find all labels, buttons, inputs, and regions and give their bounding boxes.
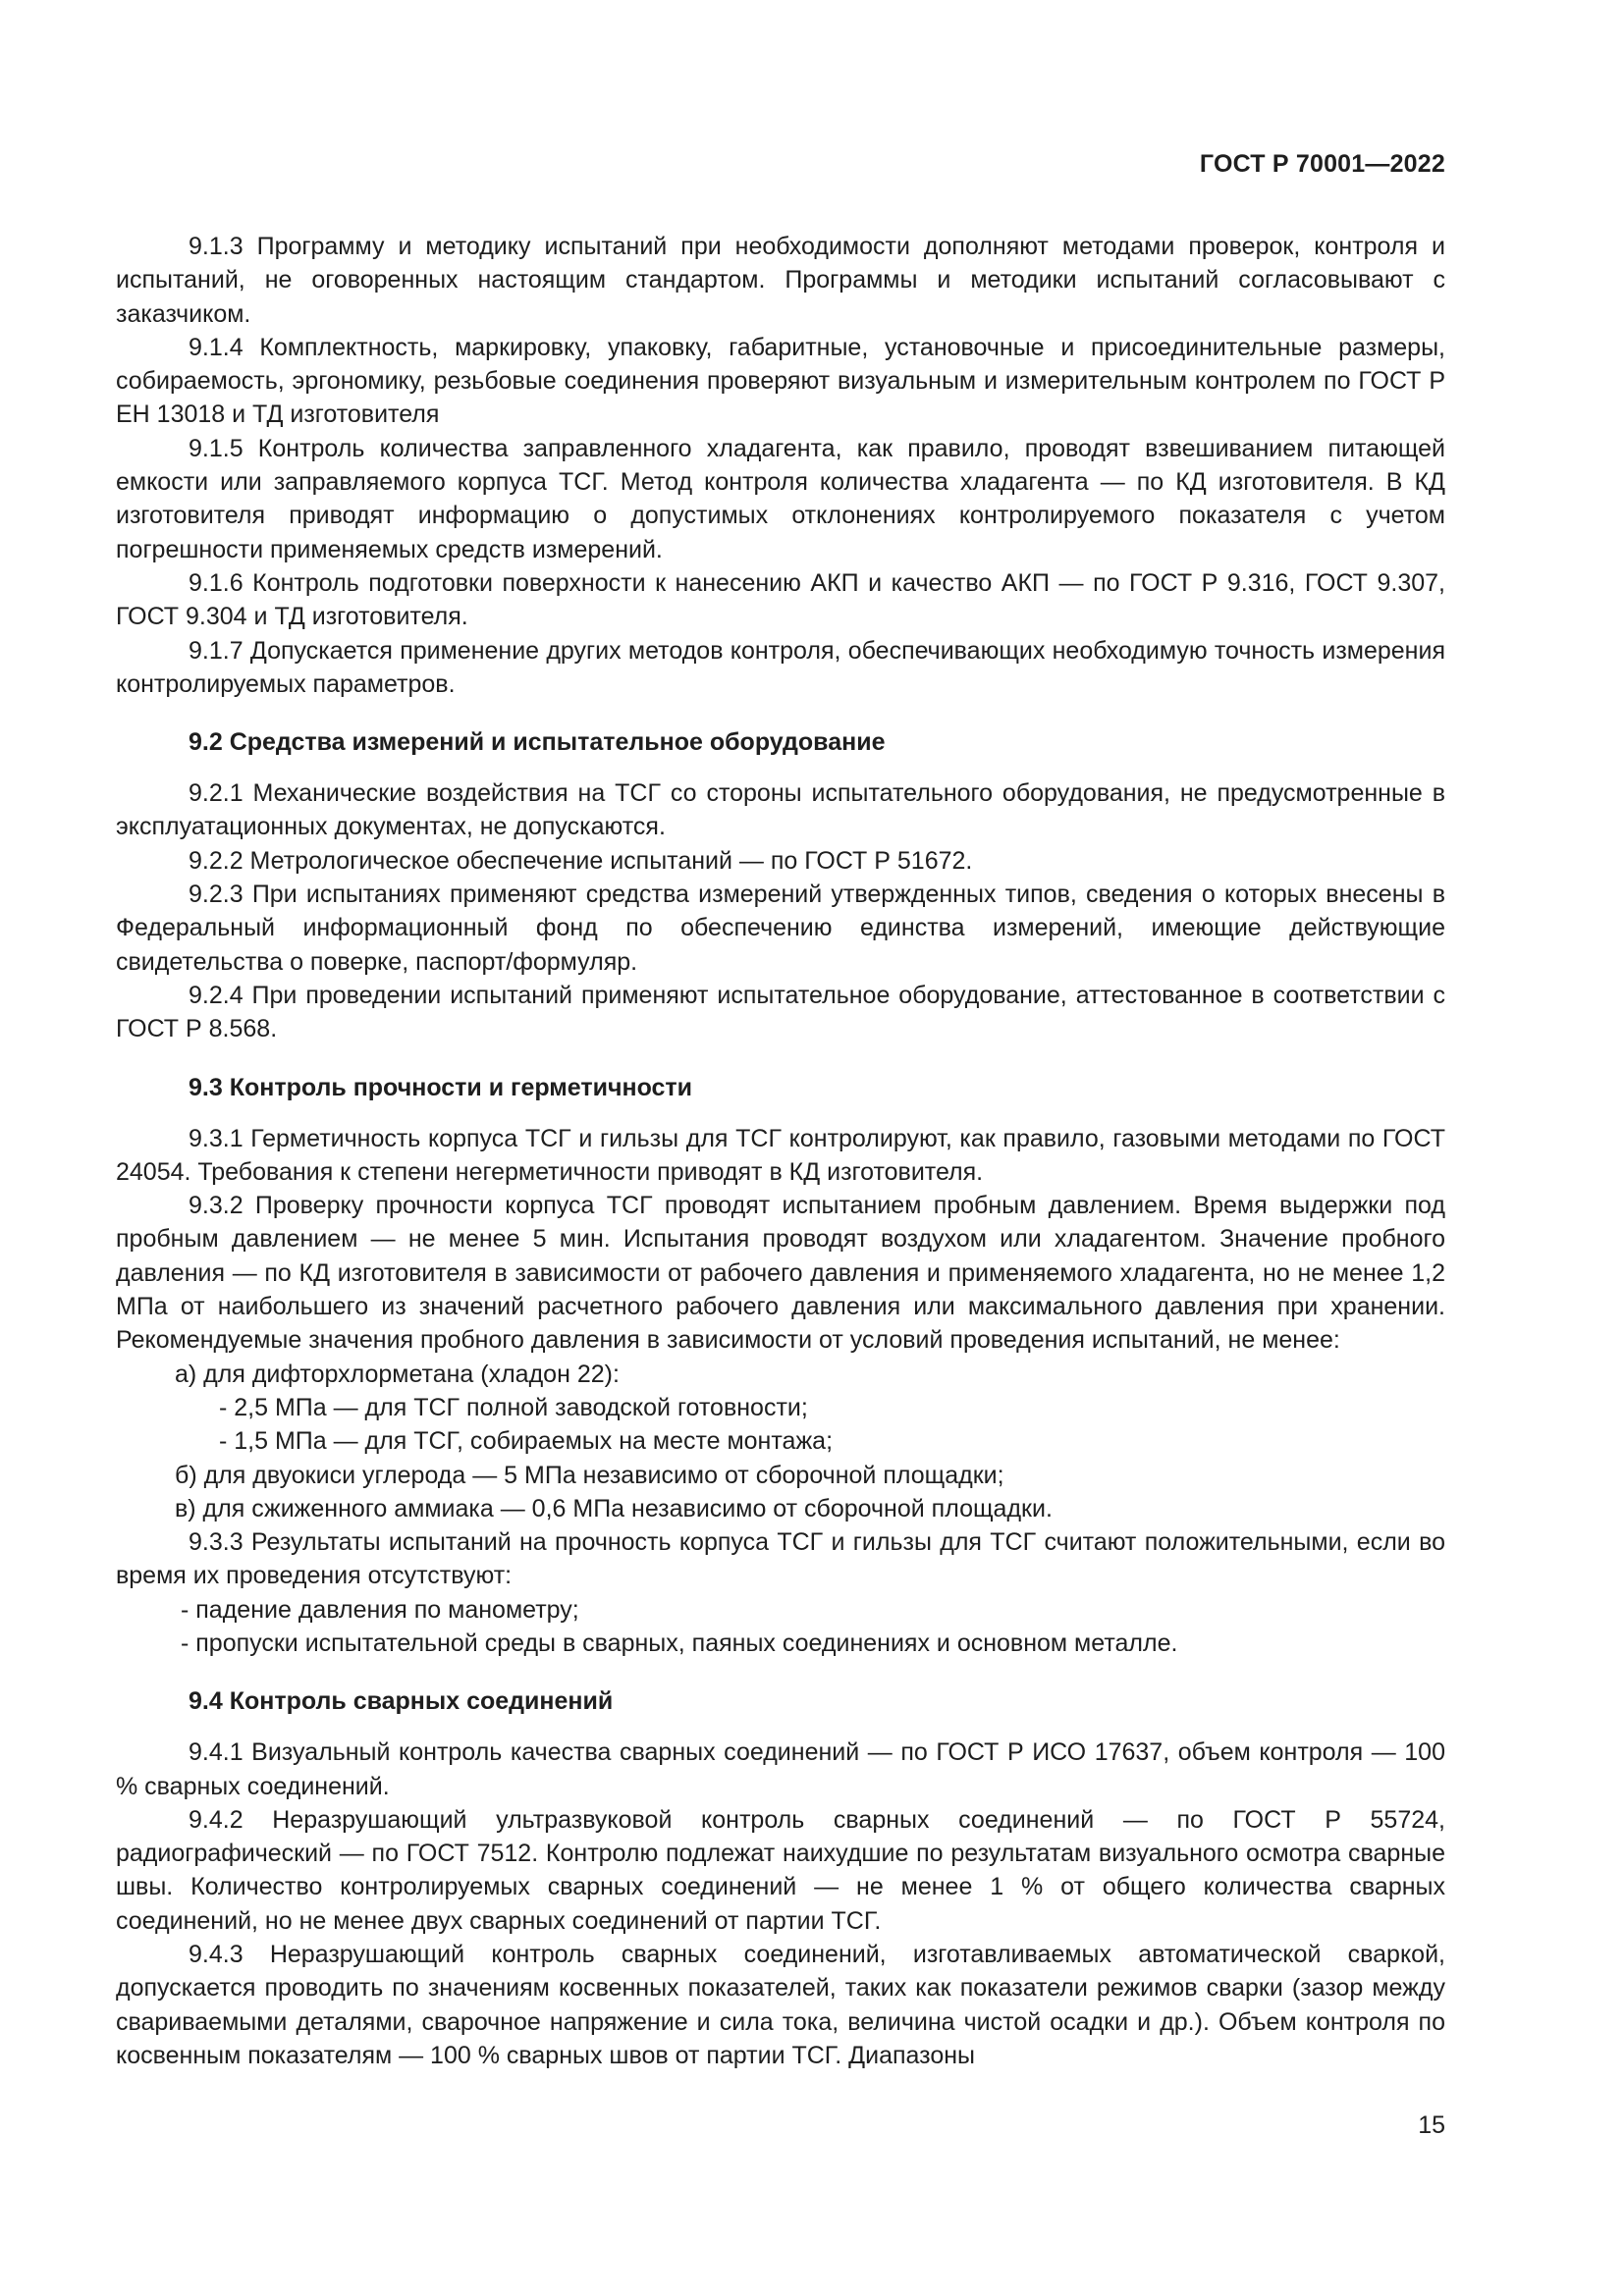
- paragraph-9-3-2: 9.3.2 Проверку прочности корпуса ТСГ проводят испытанием пробным давлением. Время выдержки под пробным давлением — не менее 5 мин. Испытания проводят воздухом или хладагентом. Значение пробного давления — по КД изготовителя в зависимости от рабочего давления и применяемого хладагента, но не менее 1,2 МПа от наибольшего из значений расчетного рабочего давления или максимального давления при хранении. Рекомендуемые значения пробного давления в зависимости от условий проведения испытаний, не менее:: [116, 1192, 1445, 1355]
- paragraph-9-2-1: 9.2.1 Механические воздействия на ТСГ со стороны испытательного оборудования, не предусмотренные в эксплуатационных документах, не допускаются.: [116, 779, 1445, 841]
- paragraph-9-1-6: 9.1.6 Контроль подготовки поверхности к нанесению АКП и качество АКП — по ГОСТ Р 9.316, ГОСТ 9.307, ГОСТ 9.304 и ТД изготовителя.: [116, 568, 1445, 631]
- list-item-c: в) для сжиженного аммиака — 0,6 МПа независимо от сборочной площадки.: [175, 1494, 1053, 1522]
- paragraph-9-2-2: 9.2.2 Метрологическое обеспечение испытаний — по ГОСТ Р 51672.: [189, 846, 973, 875]
- document-page: [116, 0, 1445, 2296]
- paragraph-9-1-4: 9.1.4 Комплектность, маркировку, упаковку, габаритные, установочные и присоединительные размеры, собираемость, эргономику, резьбовые соединения проверяют визуальным и измерительным контролем по ГОСТ Р ЕН 13018 и ТД изготовителя: [116, 333, 1445, 429]
- paragraph-9-4-2: 9.4.2 Неразрушающий ультразвуковой контроль сварных соединений — по ГОСТ Р 55724, радиографический — по ГОСТ 7512. Контролю подлежат наихудшие по результатам визуального осмотра сварные швы. Количество контролируемых сварных соединений — не менее 1 % от общего количества сварных соединений, но не менее двух сварных соединений от партии ТСГ.: [116, 1805, 1445, 1935]
- list-item-pressure-drop: - падение давления по манометру;: [181, 1595, 579, 1624]
- section-heading-9-3: 9.3 Контроль прочности и герметичности: [189, 1073, 693, 1101]
- document-body: [116, 230, 1445, 2072]
- paragraph-9-3-3: 9.3.3 Результаты испытаний на прочность корпуса ТСГ и гильзы для ТСГ считают положительными, если во время их проведения отсутствуют:: [116, 1528, 1445, 1590]
- paragraph-9-2-3: 9.2.3 При испытаниях применяют средства измерений утвержденных типов, сведения о которых внесены в Федеральный информационный фонд по обеспечению единства измерений, имеющие действующие свидетельства о поверке, паспорт/формуляр.: [116, 881, 1445, 976]
- paragraph-9-1-3: 9.1.3 Программу и методику испытаний при необходимости дополняют методами проверок, контроля и испытаний, не оговоренных настоящим стандартом. Программы и методики испытаний согласовывают с заказчиком.: [116, 233, 1445, 328]
- section-heading-9-2: 9.2 Средства измерений и испытательное оборудование: [189, 728, 886, 757]
- document-code-header: ГОСТ Р 70001—2022: [1199, 150, 1445, 178]
- list-item-a: а) для дифторхлорметана (хладон 22):: [175, 1360, 620, 1388]
- section-heading-9-4: 9.4 Контроль сварных соединений: [189, 1687, 614, 1716]
- list-item-a-1: - 2,5 МПа — для ТСГ полной заводской готовности;: [219, 1393, 808, 1421]
- paragraph-9-2-4: 9.2.4 При проведении испытаний применяют испытательное оборудование, аттестованное в соответствии с ГОСТ Р 8.568.: [116, 981, 1445, 1043]
- page-number: 15: [1418, 2111, 1445, 2139]
- paragraph-9-1-5: 9.1.5 Контроль количества заправленного хладагента, как правило, проводят взвешиванием питающей емкости или заправляемого корпуса ТСГ. Метод контроля количества хладагента — по КД изготовителя. В КД изготовителя приводят информацию о допустимых отклонениях контролируемого показателя с учетом погрешности применяемых средств измерений.: [116, 434, 1445, 563]
- paragraph-9-4-1: 9.4.1 Визуальный контроль качества сварных соединений — по ГОСТ Р ИСО 17637, объем контроля — 100 % сварных соединений.: [116, 1738, 1445, 1800]
- list-item-b: б) для двуокиси углерода — 5 МПа независимо от сборочной площадки;: [175, 1461, 1004, 1489]
- list-item-a-2: - 1,5 МПа — для ТСГ, собираемых на месте монтажа;: [219, 1427, 834, 1456]
- paragraph-9-3-1: 9.3.1 Герметичность корпуса ТСГ и гильзы для ТСГ контролируют, как правило, газовыми методами по ГОСТ 24054. Требования к степени негерметичности приводят в КД изготовителя.: [116, 1124, 1445, 1186]
- paragraph-9-1-7: 9.1.7 Допускается применение других методов контроля, обеспечивающих необходимую точность измерения контролируемых параметров.: [116, 636, 1445, 698]
- paragraph-9-4-3: 9.4.3 Неразрушающий контроль сварных соединений, изготавливаемых автоматической сваркой, допускается проводить по значениям косвенных показателей, таких как показатели режимов сварки (зазор между свариваемыми деталями, сварочное напряжение и сила тока, величина чистой осадки и др.). Объем контроля по косвенным показателям — 100 % сварных швов от партии ТСГ. Диапазоны: [116, 1941, 1445, 2069]
- list-item-leaks: - пропуски испытательной среды в сварных, паяных соединениях и основном металле.: [181, 1629, 1178, 1657]
